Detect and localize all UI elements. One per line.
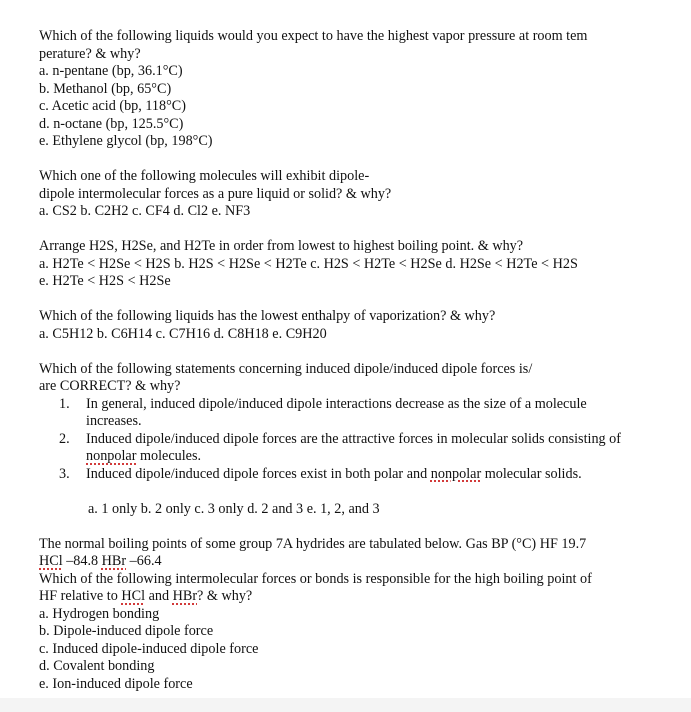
answer-options-line: e. H2Te < H2S < H2Se [39, 273, 171, 289]
document-page [39, 28, 639, 711]
answer-option: a. Hydrogen bonding [39, 605, 160, 622]
question-text-line: Which of the following statements concerning induced dipole/induced dipole forces is/ [39, 360, 533, 377]
statement-text [86, 466, 639, 484]
question-text-line: Which one of the following molecules will exhibit dipole- [39, 168, 370, 184]
answer-option: a. n-pentane (bp, 36.1°C) [39, 63, 183, 79]
answer-option: e. Ethylene glycol (bp, 198°C) [39, 133, 213, 149]
statement-text-part: molecules. [136, 448, 202, 464]
answer-option: d. n-octane (bp, 125.5°C) [39, 115, 184, 132]
page-bottom-edge [0, 698, 691, 712]
spellcheck-word: HBr [101, 553, 127, 569]
question-vapor-pressure [39, 28, 639, 151]
answer-options-line: a. CS2 b. C2H2 c. CF4 d. Cl2 e. NF3 [39, 203, 251, 219]
spellcheck-word: HCl [39, 553, 63, 569]
question-text-line: perature? & why? [39, 45, 141, 62]
text-part: and [145, 588, 173, 604]
statement-text [86, 431, 639, 466]
answer-options-line: a. H2Te < H2Se < H2S b. H2S < H2Se < H2Te c. H2S < H2Te < H2Se d. H2Se < H2Te < H2S [39, 255, 578, 272]
statement-number: 1. [59, 395, 70, 412]
statement-text-part: molecular solids. [481, 465, 582, 482]
answer-option: b. Dipole-induced dipole force [39, 623, 214, 639]
text-part: –66.4 [126, 553, 162, 569]
spellcheck-word: nonpolar [430, 465, 482, 482]
text-part: ? & why? [197, 588, 253, 604]
statement-number: 3. [59, 465, 70, 482]
question-text-line: Which of the following liquids would you expect to have the highest vapor pressure at room tem [39, 28, 588, 44]
answer-option: c. Induced dipole-induced dipole force [39, 640, 259, 657]
answer-option: e. Ion-induced dipole force [39, 675, 193, 692]
statement-text [86, 396, 639, 431]
spellcheck-word: HCl [121, 588, 146, 604]
question-boiling-point-order [39, 238, 639, 291]
text-part: HF relative to [39, 588, 122, 604]
question-text-line [39, 553, 639, 571]
spellcheck-word: nonpolar [86, 448, 137, 464]
statement-item [39, 466, 639, 484]
statement-number: 2. [59, 430, 70, 447]
statement-text-part: Induced dipole/induced dipole forces exist in both polar and [86, 465, 431, 482]
question-text-line [39, 588, 639, 606]
statement-item [39, 431, 639, 466]
statement-item [39, 396, 639, 431]
question-dipole-forces [39, 168, 639, 221]
question-text-line: Arrange H2S, H2Se, and H2Te in order from lowest to highest boiling point. & why? [39, 238, 524, 254]
question-text-line: dipole intermolecular forces as a pure liquid or solid? & why? [39, 185, 392, 202]
answer-options-line: a. C5H12 b. C6H14 c. C7H16 d. C8H18 e. C9H20 [39, 325, 327, 342]
question-text-line: Which of the following intermolecular forces or bonds is responsible for the high boiling point of [39, 570, 592, 587]
question-text-line: The normal boiling points of some group 7A hydrides are tabulated below. Gas BP (°C) HF 19.7 [39, 535, 587, 552]
answer-option: c. Acetic acid (bp, 118°C) [39, 98, 186, 114]
question-text-line: are CORRECT? & why? [39, 378, 181, 394]
answer-option: d. Covalent bonding [39, 658, 155, 674]
answer-options-line: a. 1 only b. 2 only c. 3 only d. 2 and 3 e. 1, 2, and 3 [88, 500, 380, 517]
question-enthalpy-vaporization [39, 308, 639, 343]
question-text-line: Which of the following liquids has the lowest enthalpy of vaporization? & why? [39, 308, 496, 324]
question-hydrides-boiling [39, 536, 639, 694]
answer-option: b. Methanol (bp, 65°C) [39, 80, 172, 97]
statement-text-part: Induced dipole/induced dipole forces are the attractive forces in molecular solids consisting of [86, 430, 622, 447]
spellcheck-word: HBr [172, 588, 198, 604]
question-induced-dipole [39, 361, 639, 519]
statement-list [39, 396, 639, 484]
statement-text-part: In general, induced dipole/induced dipole interactions decrease as the size of a molecule increases. [86, 395, 587, 429]
text-part: –84.8 [62, 553, 102, 569]
